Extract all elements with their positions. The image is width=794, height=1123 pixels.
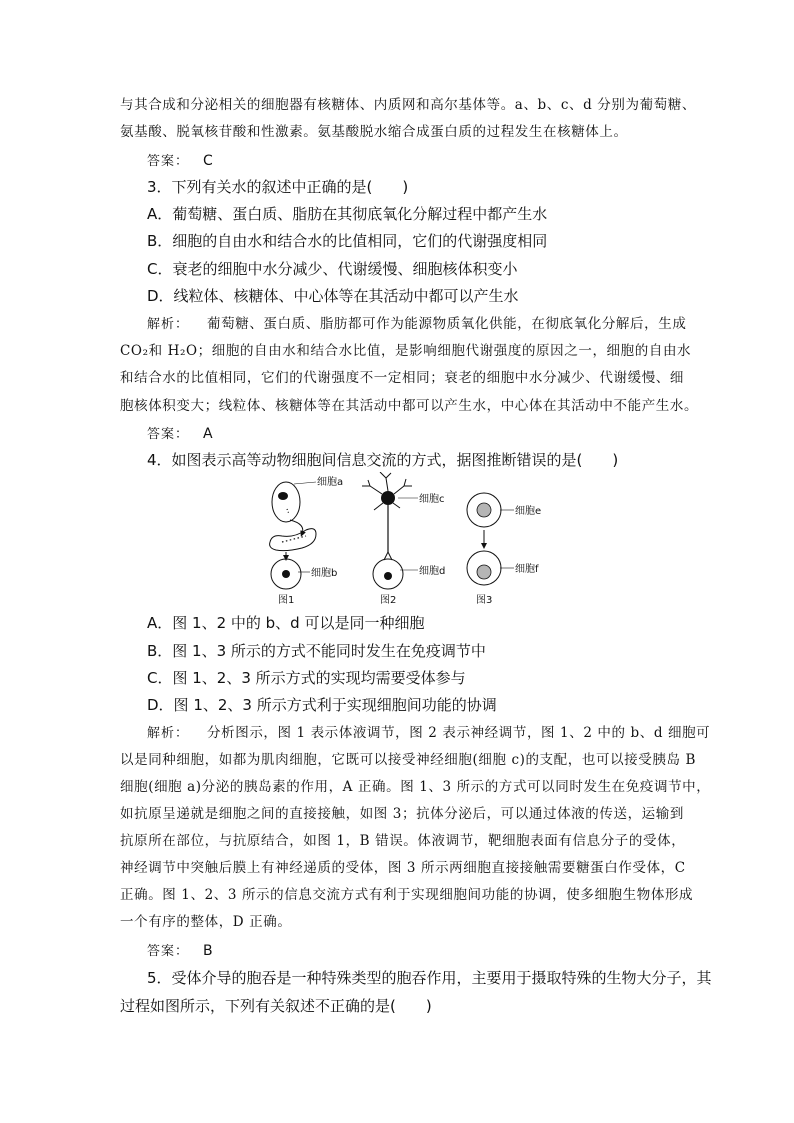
answer-label: 答案： bbox=[147, 944, 190, 959]
figure-2-caption: 图2 bbox=[380, 595, 397, 606]
option: D．图 1、2、3 所示方式利于实现细胞间功能的协调 bbox=[147, 696, 497, 714]
answer-line bbox=[147, 423, 213, 445]
label-cell-e: 细胞e bbox=[515, 506, 542, 517]
figure-3-caption: 图3 bbox=[476, 595, 493, 606]
label-cell-f: 细胞f bbox=[515, 564, 539, 575]
figure-1 bbox=[270, 476, 344, 606]
explanation-line: 抗原所在部位，与抗原结合，如图 1，B 错误。体液调节，靶细胞表面有信息分子的受体， bbox=[120, 833, 686, 849]
text-line: 氨基酸、脱氧核苷酸和性激素。氨基酸脱水缩合成蛋白质的过程发生在核糖体上。 bbox=[120, 124, 628, 140]
option: A．葡萄糖、蛋白质、脂肪在其彻底氧化分解过程中都产生水 bbox=[147, 205, 548, 223]
figure-1-caption: 图1 bbox=[278, 595, 295, 606]
option: A．图 1、2 中的 b、d 可以是同一种细胞 bbox=[147, 614, 425, 632]
explanation-line: 正确。图 1、2、3 所示的信息交流方式有利于实现细胞间功能的协调，使多细胞生物体形成 bbox=[120, 887, 694, 903]
cell-a-nucleus bbox=[278, 492, 288, 500]
explanation-line: 如抗原呈递就是细胞之间的直接接触，如图 3；抗体分泌后，可以通过体液的传送，运输到 bbox=[120, 806, 684, 822]
explanation-line: 以是同种细胞，如都为肌肉细胞，它既可以接受神经细胞(细胞 c)的支配，也可以接受胰岛 B bbox=[120, 752, 696, 768]
option: B．细胞的自由水和结合水的比值相同，它们的代谢强度相同 bbox=[147, 232, 548, 250]
explanation-line: 和结合水的比值相同，它们的代谢强度不一定相同；衰老的细胞中水分减少、代谢缓慢、细 bbox=[120, 370, 684, 386]
answer-value: B bbox=[203, 943, 213, 959]
cell-communication-figure bbox=[258, 472, 558, 612]
answer-label: 答案： bbox=[147, 154, 190, 169]
question-stem-continued: 过程如图所示，下列有关叙述不正确的是( ) bbox=[120, 997, 432, 1015]
explanation-line: 胞核体积变大；线粒体、核糖体等在其活动中都可以产生水，中心体在其活动中不能产生水。 bbox=[120, 398, 699, 414]
option: D．线粒体、核糖体、中心体等在其活动中都可以产生水 bbox=[147, 287, 519, 305]
question-stem: 5．受体介导的胞吞是一种特殊类型的胞吞作用，主要用于摄取特殊的生物大分子，其 bbox=[147, 969, 712, 987]
option: C．衰老的细胞中水分减少、代谢缓慢、细胞核体积变小 bbox=[147, 260, 518, 278]
figure-3 bbox=[467, 493, 541, 606]
explanation-label: 解析： bbox=[147, 317, 190, 332]
explanation-text: 葡萄糖、蛋白质、脂肪都可作为能源物质氧化供能，在彻底氧化分解后，生成 bbox=[207, 316, 687, 332]
option: B．图 1、3 所示的方式不能同时发生在免疫调节中 bbox=[147, 642, 486, 660]
answer-line bbox=[147, 150, 213, 172]
answer-label: 答案： bbox=[147, 427, 190, 442]
cell-a bbox=[272, 482, 300, 522]
explanation-line bbox=[147, 314, 686, 335]
explanation-line: 一个有序的整体，D 正确。 bbox=[120, 914, 292, 930]
label-cell-a: 细胞a bbox=[317, 477, 344, 488]
explanation-line: CO₂和 H₂O；细胞的自由水和结合水比值，是影响细胞代谢强度的原因之一，细胞的自由水 bbox=[120, 343, 692, 359]
explanation-line: 神经调节中突触后膜上有神经递质的受体，图 3 所示两细胞直接接触需要糖蛋白作受体，C bbox=[120, 860, 686, 876]
answer-value: C bbox=[203, 153, 213, 169]
label-cell-b: 细胞b bbox=[311, 568, 338, 579]
text-line: 与其合成和分泌相关的细胞器有核糖体、内质网和高尔基体等。a、b、c、d 分别为葡萄糖、 bbox=[120, 97, 696, 113]
cell-c bbox=[381, 491, 395, 505]
figure-2 bbox=[362, 472, 445, 606]
explanation-line bbox=[147, 723, 710, 744]
explanation-label: 解析： bbox=[147, 726, 190, 741]
answer-line bbox=[147, 940, 213, 962]
question-stem: 3．下列有关水的叙述中正确的是( ) bbox=[147, 178, 409, 196]
blood-vessel bbox=[270, 529, 316, 551]
explanation-text: 分析图示，图 1 表示体液调节，图 2 表示神经调节，图 1、2 中的 b、d 细胞可 bbox=[207, 725, 711, 741]
explanation-line: 细胞(细胞 a)分泌的胰岛素的作用，A 正确。图 1、3 所示的方式可以同时发生在免疫调节中， bbox=[120, 779, 711, 795]
label-cell-d: 细胞d bbox=[419, 566, 446, 577]
option: C．图 1、2、3 所示方式的实现均需要受体参与 bbox=[147, 669, 466, 687]
answer-value: A bbox=[203, 426, 213, 442]
label-cell-c: 细胞c bbox=[419, 494, 445, 505]
question-stem: 4．如图表示高等动物细胞间信息交流的方式，据图推断错误的是( ) bbox=[147, 451, 619, 469]
